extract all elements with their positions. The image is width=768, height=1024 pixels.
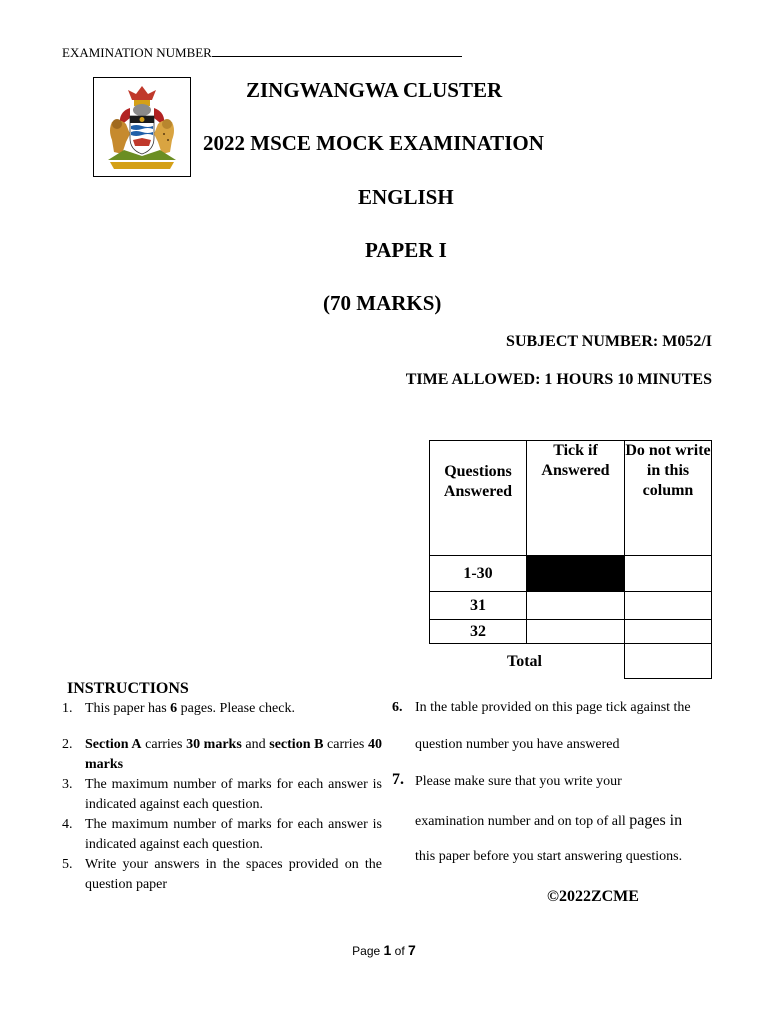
questions-answered-table [429,440,712,679]
instruction-item-1: 1. This paper has 6 pages. Please check. [62,701,295,716]
marks-heading: (70 MARKS) [323,291,442,315]
examination-number-blank-line [212,46,462,57]
instruction-item-6: 6. In the table provided on this page tick against the question number you have answered [392,700,691,752]
time-allowed: TIME ALLOWED: 1 HOURS 10 MINUTES [405,371,712,388]
row-label-31: 31 [429,591,527,620]
header-questions-answered: Questions Answered [429,440,527,556]
current-page-number: 1 [383,942,392,958]
exam-heading: 2022 MSCE MOCK EXAMINATION [203,131,544,155]
instructions-left-column [62,699,382,895]
emblem-frame [93,77,191,177]
row-label-32: 32 [429,619,527,644]
marks-cell-31 [624,591,712,620]
coat-of-arms-icon [100,82,184,172]
marks-cell-1-30 [624,555,712,592]
instruction-item-4: 4. The maximum number of marks for each answer is indicated against each question. [62,817,382,852]
paper-heading: PAPER I [365,238,447,262]
page-footer: Page 1 of 7 [352,942,416,958]
header-do-not-write: Do not write in this column [624,440,712,556]
marks-cell-32 [624,619,712,644]
instruction-item-7: 7. Please make sure that you write your examination number and on top of all pages in this paper before you start answering questions. [392,771,683,864]
row-label-1-30: 1-30 [429,555,527,592]
instructions-title: INSTRUCTIONS [67,680,189,697]
examination-number-label: EXAMINATION NUMBER [62,45,212,60]
total-cell [624,643,712,679]
instructions-right-column [392,699,722,866]
subject-heading: ENGLISH [358,185,454,209]
instruction-item-3: 3. The maximum number of marks for each answer is indicated against each question. [62,777,382,812]
header-tick-if-answered: Tick if Answered [526,440,625,556]
instruction-item-2: 2. Section A carries 30 marks and section B carries 40 marks [62,737,382,772]
cluster-heading: ZINGWANGWA CLUSTER [246,78,503,102]
examination-number-field [62,45,462,61]
total-label: Total [507,653,542,670]
tick-cell-blacked-out [526,555,625,592]
tick-cell-31[interactable] [526,591,625,620]
total-pages: 7 [408,942,416,958]
copyright-notice: ©2022ZCME [547,888,639,905]
subject-number: SUBJECT NUMBER: M052/I [506,333,712,350]
instruction-item-5: 5. Write your answers in the spaces provided on the question paper [62,857,382,892]
tick-cell-32[interactable] [526,619,625,644]
